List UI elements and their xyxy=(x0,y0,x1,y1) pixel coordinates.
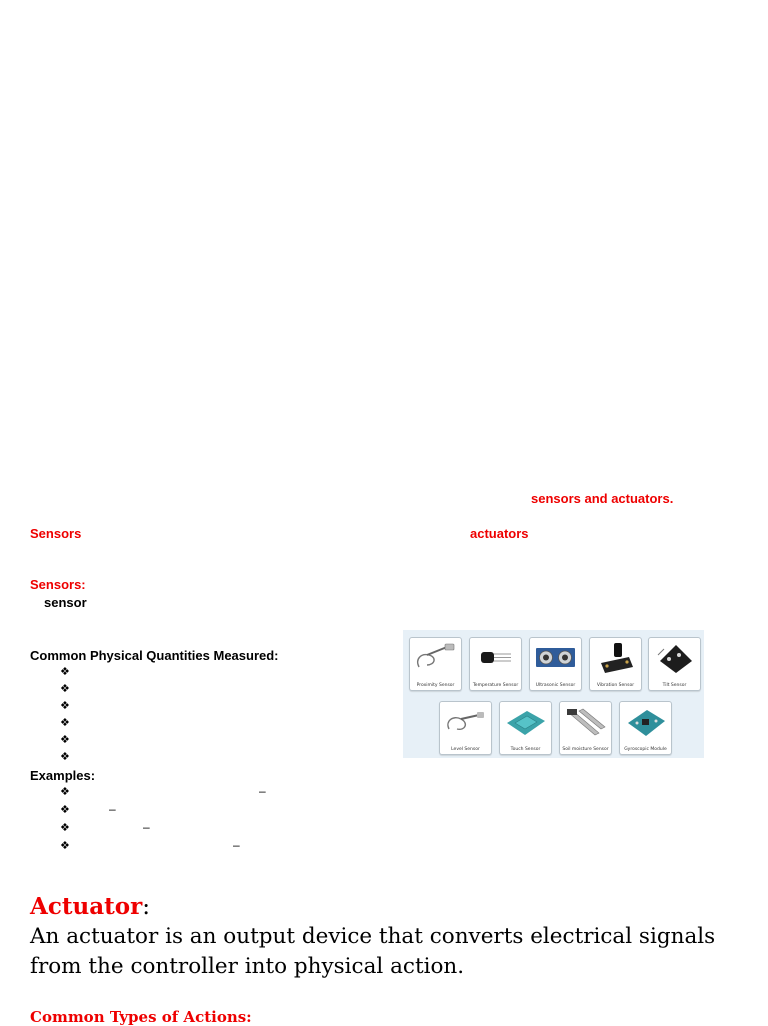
examples-heading: Examples: xyxy=(30,768,96,783)
example-dash: – xyxy=(233,838,240,852)
sensor-card-touch xyxy=(499,701,552,755)
sensor-label: Touch Sensor xyxy=(510,747,541,752)
sensor-card-soil-moisture xyxy=(559,701,612,755)
sensors-column-heading: Sensors xyxy=(30,526,82,541)
actuator-definition-line-2: from the controller into physical action. xyxy=(30,954,465,979)
level-sensor-icon xyxy=(443,705,488,739)
example-bullet: ❖ xyxy=(60,821,70,834)
quantity-bullet: ❖ xyxy=(60,665,70,678)
actuator-heading-line xyxy=(30,893,150,920)
tilt-sensor-icon xyxy=(652,641,697,675)
example-bullet: ❖ xyxy=(60,803,70,816)
touch-sensor-icon xyxy=(503,705,548,739)
sensor-term: sensor xyxy=(44,595,87,610)
gyroscopic-module-icon xyxy=(623,705,668,739)
example-dash: – xyxy=(143,820,150,834)
temperature-sensor-icon xyxy=(473,641,518,675)
sensor-card-tilt xyxy=(648,637,701,691)
sensor-label: Tilt Sensor xyxy=(662,683,687,688)
sensor-card-ultrasonic xyxy=(529,637,582,691)
sensor-card-proximity xyxy=(409,637,462,691)
quantity-bullet: ❖ xyxy=(60,699,70,712)
actuator-heading: Actuator xyxy=(30,893,143,920)
sensor-label: Soil moisture Sensor xyxy=(562,747,609,752)
soil-moisture-sensor-icon xyxy=(563,705,608,739)
quantity-bullet: ❖ xyxy=(60,716,70,729)
sensors-heading: Sensors: xyxy=(30,577,86,592)
sensor-label: Ultrasonic Sensor xyxy=(535,683,576,688)
actuators-column-heading: actuators xyxy=(470,526,529,541)
sensor-label: Level Sensor xyxy=(451,747,480,752)
sensor-label: Gyroscopic Module xyxy=(624,747,667,752)
sensor-label: Temperature Sensor xyxy=(472,683,519,688)
example-dash: – xyxy=(109,802,116,816)
example-bullet: ❖ xyxy=(60,839,70,852)
sensor-card-vibration xyxy=(589,637,642,691)
sensor-card-temperature xyxy=(469,637,522,691)
proximity-sensor-icon xyxy=(413,641,458,675)
quantity-bullet: ❖ xyxy=(60,750,70,763)
ultrasonic-sensor-icon xyxy=(533,641,578,675)
quantity-bullet: ❖ xyxy=(60,733,70,746)
sensor-card-level xyxy=(439,701,492,755)
sensor-label: Vibration Sensor xyxy=(596,683,635,688)
vibration-sensor-icon xyxy=(593,641,638,675)
sensor-label: Proximity Sensor xyxy=(416,683,455,688)
actions-heading: Common Types of Actions: xyxy=(30,1008,252,1026)
quantity-bullet: ❖ xyxy=(60,682,70,695)
sensor-card-gyroscopic xyxy=(619,701,672,755)
quantities-heading: Common Physical Quantities Measured: xyxy=(30,648,279,663)
intro-phrase: sensors and actuators. xyxy=(531,491,674,506)
sensors-image xyxy=(403,630,704,758)
actuator-definition-line-1: An actuator is an output device that converts electrical signals xyxy=(30,924,716,949)
actuator-colon: : xyxy=(142,894,150,920)
example-dash: – xyxy=(259,784,266,798)
example-bullet: ❖ xyxy=(60,785,70,798)
